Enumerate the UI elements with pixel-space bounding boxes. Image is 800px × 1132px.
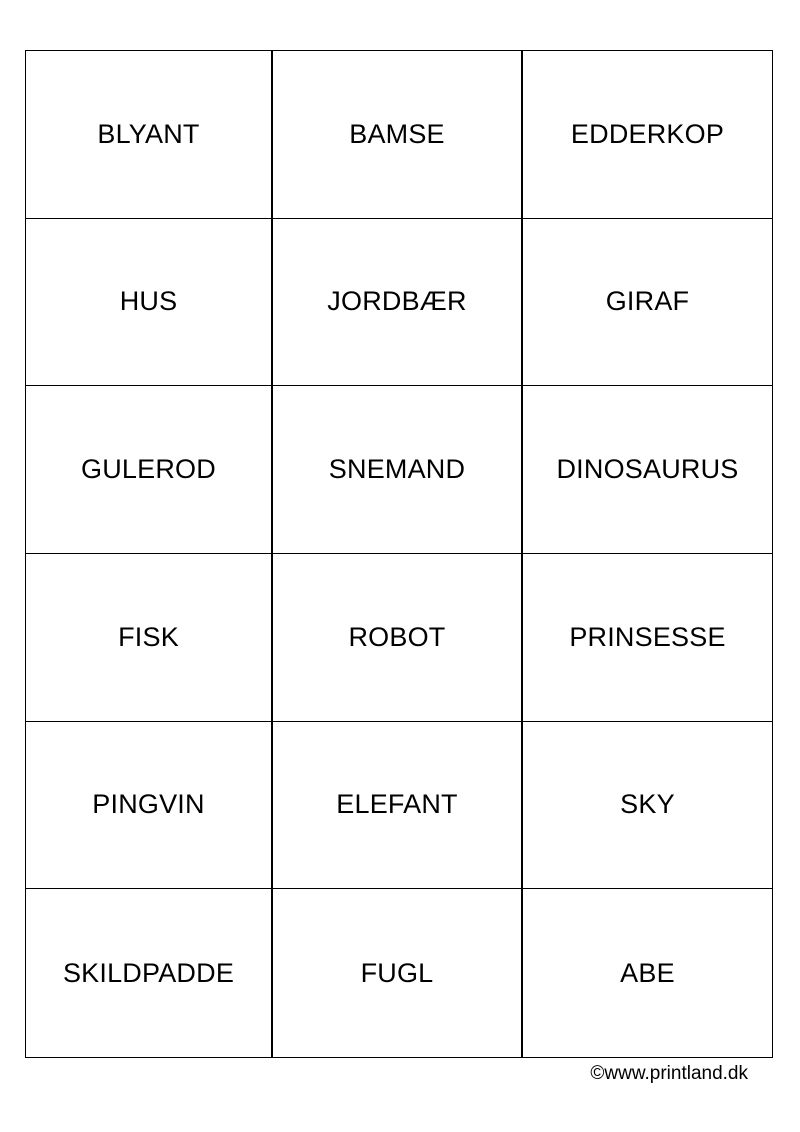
word-label: ELEFANT <box>336 789 458 820</box>
word-label: DINOSAURUS <box>556 454 739 485</box>
word-card <box>26 51 273 219</box>
word-card <box>523 51 772 219</box>
word-card <box>26 722 273 890</box>
word-card <box>26 219 273 387</box>
word-label: FISK <box>118 621 179 652</box>
word-label: GULEROD <box>81 454 216 485</box>
word-label: ROBOT <box>348 621 446 652</box>
word-card <box>273 51 523 219</box>
word-label: PINGVIN <box>92 789 205 820</box>
copyright-footer: ©www.printland.dk <box>590 1063 748 1084</box>
word-card <box>523 554 772 722</box>
word-label: SNEMAND <box>328 454 466 485</box>
word-card-grid <box>25 50 773 1058</box>
word-card <box>273 219 523 387</box>
word-label: HUS <box>119 286 178 317</box>
word-card <box>523 386 772 554</box>
word-card <box>273 722 523 890</box>
word-label: PRINSESSE <box>569 621 726 652</box>
word-card <box>26 889 273 1057</box>
word-label: GIRAF <box>605 286 690 317</box>
word-card <box>273 386 523 554</box>
word-card <box>523 722 772 890</box>
word-card <box>523 889 772 1057</box>
word-label: BAMSE <box>349 118 445 149</box>
word-label: ABE <box>620 957 675 988</box>
word-card <box>273 554 523 722</box>
word-label: SKY <box>620 789 675 820</box>
word-card <box>26 554 273 722</box>
word-label: SKILDPADDE <box>62 957 235 988</box>
word-label: EDDERKOP <box>570 118 725 149</box>
word-label: BLYANT <box>97 118 200 149</box>
word-label: FUGL <box>360 957 434 988</box>
word-card <box>523 219 772 387</box>
word-label: JORDBÆR <box>327 286 467 317</box>
word-card <box>26 386 273 554</box>
word-card <box>273 889 523 1057</box>
